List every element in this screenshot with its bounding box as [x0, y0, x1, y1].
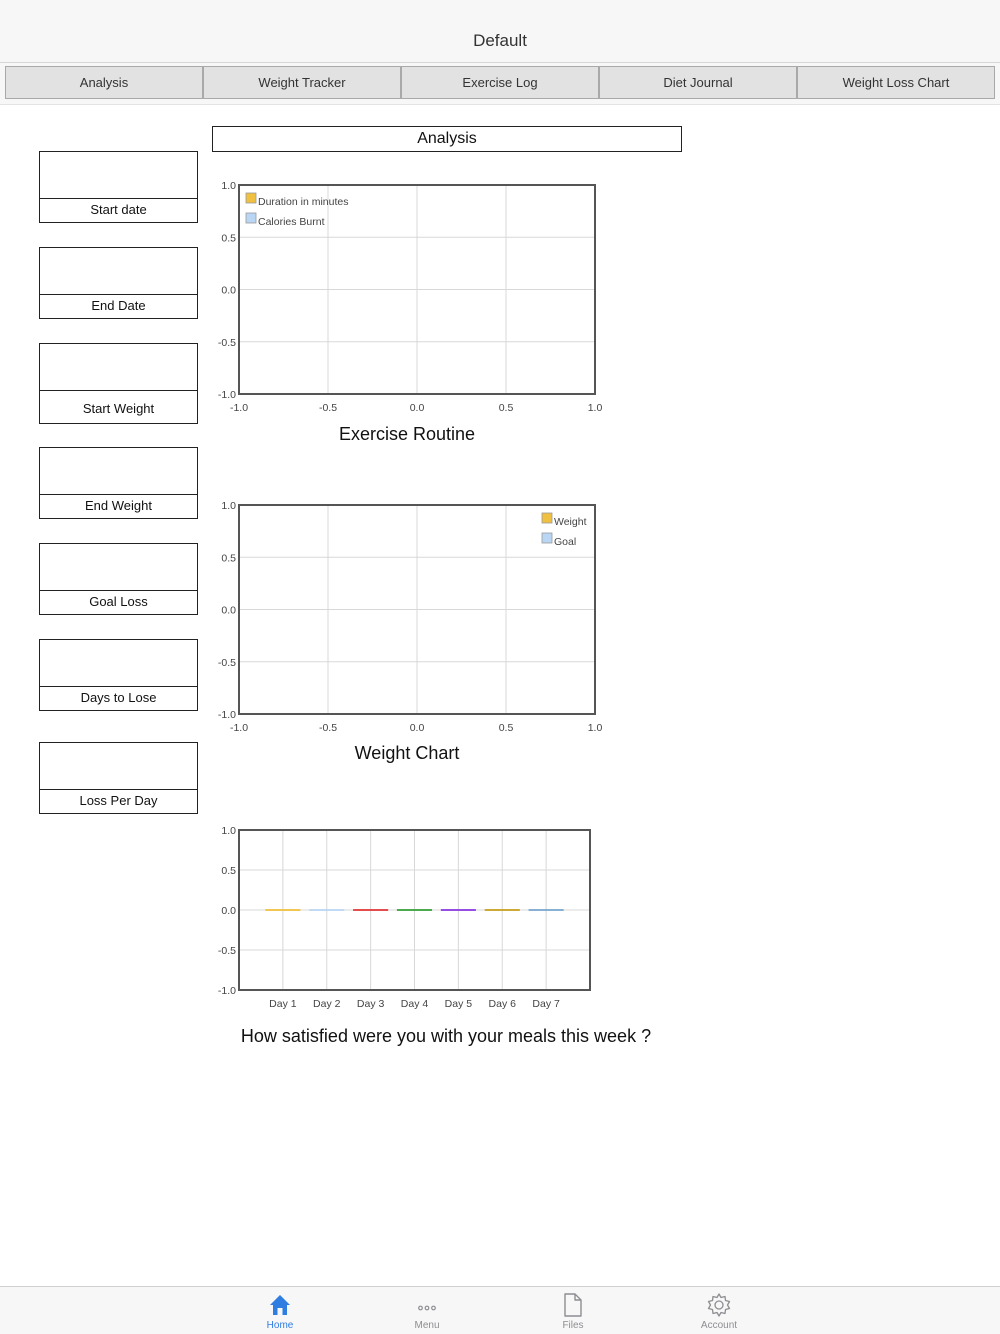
end-weight-field [39, 447, 198, 519]
nav-home-label: Home [266, 1320, 294, 1331]
goal-loss-field [39, 543, 198, 615]
nav-files[interactable] [523, 1287, 623, 1334]
start-weight-label: Start Weight [82, 401, 155, 416]
x-tick-label: 0.5 [498, 722, 514, 734]
days-to-lose-field [39, 639, 198, 711]
x-tick-label: Day 5 [444, 998, 473, 1010]
bar [397, 909, 432, 911]
y-tick-label: -1.0 [217, 709, 236, 721]
more-icon [413, 1291, 441, 1319]
x-tick-label: Day 6 [488, 998, 516, 1010]
start-date-field [39, 151, 198, 223]
y-tick-label: -1.0 [217, 985, 236, 997]
x-tick-label: 1.0 [587, 402, 603, 414]
meal-satisfaction-chart [212, 820, 612, 1015]
x-tick-label: -1.0 [229, 402, 249, 414]
legend-swatch [246, 213, 256, 223]
tab-weight-loss-chart[interactable]: Weight Loss Chart [797, 66, 995, 99]
nav-menu-label: Menu [414, 1320, 440, 1331]
y-tick-label: -1.0 [217, 389, 236, 401]
y-tick-label: -0.5 [217, 336, 236, 349]
x-tick-label: 0.0 [409, 722, 425, 734]
gear-icon [705, 1291, 733, 1319]
y-tick-label: 0.0 [221, 284, 236, 297]
y-tick-label: -0.5 [217, 656, 236, 669]
bar [309, 909, 344, 911]
home-icon [266, 1291, 294, 1319]
tab-analysis[interactable]: Analysis [5, 66, 203, 99]
bar [529, 909, 564, 911]
exercise-routine-title: Exercise Routine [338, 424, 476, 444]
bar [485, 909, 520, 911]
x-tick-label: Day 3 [356, 998, 385, 1010]
weight-chart [212, 495, 612, 740]
x-tick-label: 0.0 [409, 402, 425, 414]
days-to-lose-label: Days to Lose [80, 690, 157, 705]
nav-menu[interactable] [377, 1287, 477, 1334]
end-weight-label: End Weight [85, 498, 152, 513]
y-tick-label: 1.0 [221, 825, 236, 837]
x-tick-label: -1.0 [229, 722, 249, 734]
y-tick-label: 0.0 [221, 905, 236, 917]
loss-per-day-field [39, 742, 198, 814]
legend-label: Duration in minutes [258, 196, 349, 208]
y-tick-label: 0.5 [221, 552, 236, 565]
bar [265, 909, 300, 911]
navigation-bar [0, 0, 1000, 63]
tab-exercise-log[interactable]: Exercise Log [401, 66, 599, 99]
legend-label: Calories Burnt [258, 216, 325, 228]
x-tick-label: Day 7 [532, 998, 560, 1010]
section-title: Analysis [212, 126, 682, 152]
x-tick-label: 0.5 [498, 402, 514, 414]
meal-satisfaction-title: How satisfied were you with your meals this week ? [240, 1026, 652, 1046]
app-title: Default [473, 31, 527, 50]
nav-account-label: Account [700, 1320, 738, 1331]
legend-swatch [542, 513, 552, 523]
legend-swatch [246, 193, 256, 203]
tab-weight-tracker[interactable]: Weight Tracker [203, 66, 401, 99]
goal-loss-label: Goal Loss [89, 594, 148, 609]
end-date-value[interactable] [40, 248, 197, 295]
loss-per-day-value[interactable] [40, 743, 197, 790]
y-tick-label: 1.0 [221, 500, 236, 512]
start-date-label: Start date [90, 202, 147, 217]
exercise-routine-chart [212, 175, 612, 420]
tab-bar [0, 63, 1000, 105]
y-tick-label: 0.5 [221, 232, 236, 245]
days-to-lose-value[interactable] [40, 640, 197, 687]
y-tick-label: 1.0 [221, 180, 236, 192]
goal-loss-value[interactable] [40, 544, 197, 591]
start-weight-field [39, 343, 198, 424]
y-tick-label: 0.0 [221, 604, 236, 617]
end-date-label: End Date [91, 298, 146, 313]
end-weight-value[interactable] [40, 448, 197, 495]
legend-label: Goal [554, 536, 577, 548]
loss-per-day-label: Loss Per Day [79, 793, 158, 808]
x-tick-label: Day 2 [313, 998, 341, 1010]
x-tick-label: -0.5 [318, 722, 338, 734]
nav-files-label: Files [562, 1320, 584, 1331]
bottom-tab-bar [0, 1286, 1000, 1334]
end-date-field [39, 247, 198, 319]
file-icon [559, 1291, 587, 1319]
start-date-value[interactable] [40, 152, 197, 199]
x-tick-label: -0.5 [318, 402, 338, 414]
x-tick-label: 1.0 [587, 722, 603, 734]
weight-chart-title: Weight Chart [354, 743, 460, 763]
legend-label: Weight [554, 516, 587, 528]
y-tick-label: -0.5 [217, 945, 236, 957]
x-tick-label: Day 1 [269, 998, 297, 1010]
tab-diet-journal[interactable]: Diet Journal [599, 66, 797, 99]
x-tick-label: Day 4 [400, 998, 429, 1010]
y-tick-label: 0.5 [221, 865, 236, 877]
start-weight-value[interactable] [40, 344, 197, 391]
legend-swatch [542, 533, 552, 543]
bar [353, 909, 388, 911]
nav-home[interactable] [230, 1287, 330, 1334]
bar [441, 909, 476, 911]
nav-account[interactable] [669, 1287, 769, 1334]
